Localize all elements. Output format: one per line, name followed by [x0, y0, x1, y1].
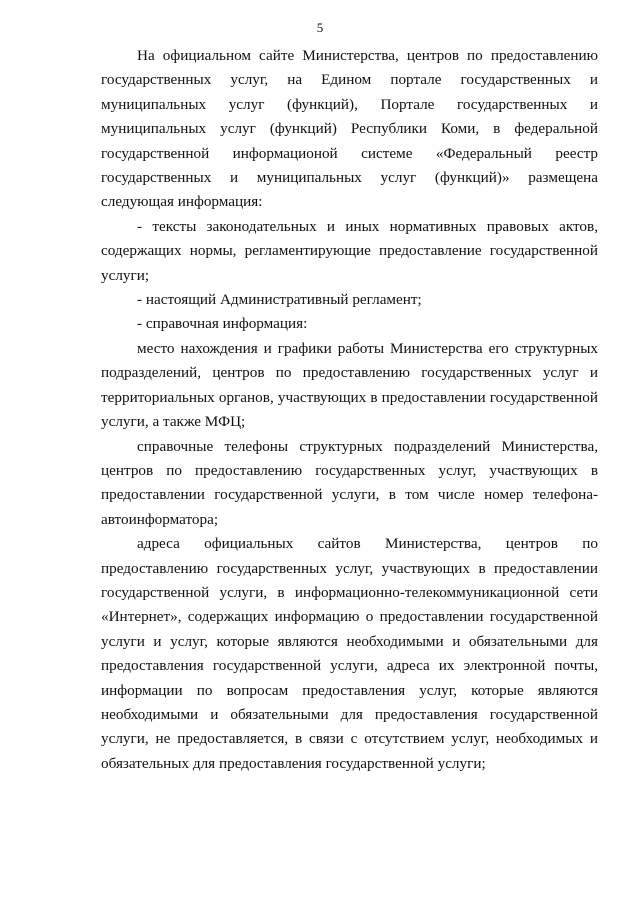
paragraph-admin-regulation-item: - настоящий Административный регламент; — [137, 291, 422, 309]
document-body — [101, 44, 598, 776]
paragraph-published-info-intro: На официальном сайте Министерства, центров по предоставлению государственных услуг, на Едином портале государственных и муниципальных услуг (функций), Портале государственных и муниципальных услуг (функций) Республики Коми, в федеральной государственной информационой системе «Федеральный реестр государственных и муниципальных услуг (функций)» размещена следующая информация: — [101, 47, 598, 211]
paragraph-location-schedule: место нахождения и графики работы Министерства его структурных подразделений, центров по предоставлению государственных услуг и территориальных органов, участвующих в предоставлении государственной услуги, а также МФЦ; — [101, 339, 598, 431]
paragraph-reference-info-item: - справочная информация: — [137, 315, 308, 333]
paragraph-websites-addresses: адреса официальных сайтов Министерства, центров по предоставлению государственных услуг, участвующих в предоставлении государственной услуги, в информационно-телекоммуникационной сети «Интернет», содержащих информацию о предоставлении государственной услуги и услуг, которые являются необходимыми и обязательными для предоставления государственной услуги, адреса их электронной почты, информации по вопросам предоставления услуг, которые являются необходимыми и обязательными для предоставления государственной услуги, не предоставляется, в связи с отсутствием услуг, необходимых и обязательных для предоставления государственной услуги; — [101, 535, 598, 772]
page-number: 5 — [316, 20, 324, 35]
paragraph-legal-acts-item: - тексты законодательных и иных нормативных правовых актов, содержащих нормы, регламентирующие предоставление государственной услуги; — [101, 217, 598, 284]
paragraph-reference-phones: справочные телефоны структурных подразделений Министерства, центров по предоставлению государственных услуг, участвующих в предоставлении государственной услуги, в том числе номер телефона-автоинформатора; — [101, 437, 598, 528]
